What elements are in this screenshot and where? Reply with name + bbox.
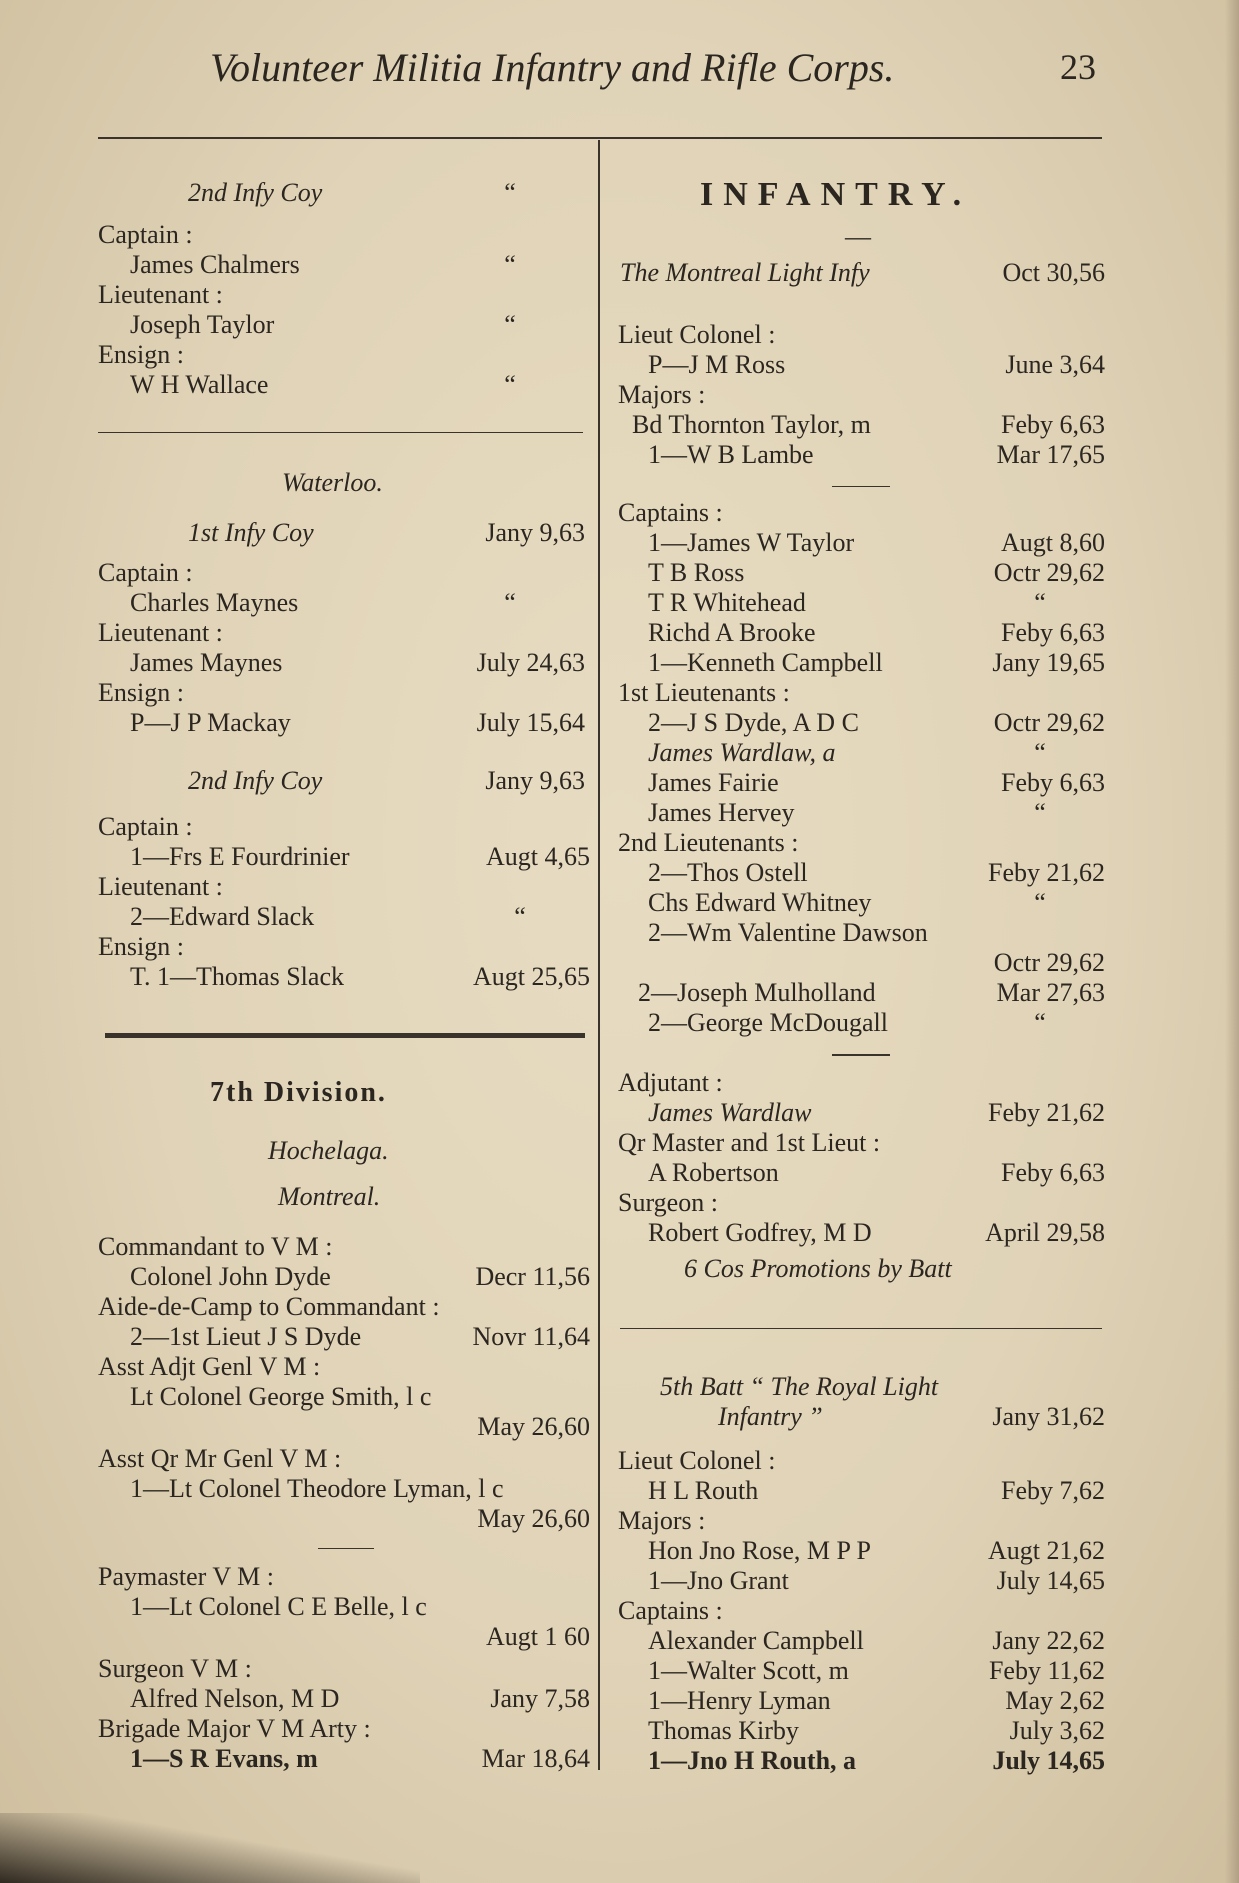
officer-name: 2—1st Lieut J S Dyde — [130, 1322, 362, 1351]
coy-name: 2nd Infy Coy — [188, 178, 323, 207]
rank-label: Asst Adjt Genl V M : — [98, 1352, 321, 1381]
officer-name: James Wardlaw — [648, 1098, 812, 1127]
coy-date: Jany 9,63 — [485, 518, 585, 547]
officer-date: June 3,64 — [1005, 350, 1105, 379]
officer-date: Jany 22,62 — [992, 1626, 1105, 1655]
officer-date: Feby 7,62 — [1001, 1476, 1105, 1505]
rank-label: Captain : — [98, 220, 193, 249]
officer-name: T. 1—Thomas Slack — [130, 962, 344, 991]
corps-name-cont: Infantry ” — [718, 1402, 823, 1431]
officer-name: 1—Frs E Fourdrinier — [130, 842, 350, 871]
rank-label: Lieut Colonel : — [618, 320, 776, 349]
officer-date: Octr 29,62 — [993, 558, 1105, 587]
officer-date: “ — [1034, 1008, 1046, 1037]
corps-date: Oct 30,56 — [1002, 258, 1105, 287]
officer-name: 1—Jno Grant — [648, 1566, 789, 1595]
officer-name: 1—James W Taylor — [648, 528, 855, 557]
rank-label: Aide-de-Camp to Commandant : — [98, 1292, 440, 1321]
officer-date: July 15,64 — [476, 708, 585, 737]
rank-label: Brigade Major V M Arty : — [98, 1714, 371, 1743]
officer-name: T R Whitehead — [648, 588, 806, 617]
officer-name: 1—Jno H Routh, a — [648, 1746, 857, 1775]
officer-date: Mar 27,63 — [996, 978, 1105, 1007]
officer-name: James Chalmers — [130, 250, 300, 279]
promotion-note: 6 Cos Promotions by Batt — [684, 1254, 952, 1283]
officer-name: Hon Jno Rose, M P P — [648, 1536, 871, 1565]
division-heading: 7th Division. — [210, 1077, 387, 1108]
district-heading: Hochelaga. — [268, 1136, 389, 1165]
officer-date: “ — [1034, 798, 1046, 827]
rank-label: 1st Lieutenants : — [618, 678, 790, 707]
officer-name: Alexander Campbell — [648, 1626, 864, 1655]
officer-name: 1—S R Evans, m — [130, 1744, 318, 1773]
officer-date: Augt 1 60 — [486, 1622, 590, 1651]
officer-date: Feby 21,62 — [988, 858, 1105, 887]
corps-name: 5th Batt “ The Royal Light — [660, 1372, 939, 1401]
section-rule-heavy — [105, 1033, 585, 1038]
officer-name: Joseph Taylor — [130, 310, 275, 339]
officer-date: Decr 11,56 — [475, 1262, 590, 1291]
officer-date: May 2,62 — [1005, 1686, 1105, 1715]
rank-label: Majors : — [618, 1506, 706, 1535]
officer-name: 1—Walter Scott, m — [648, 1656, 849, 1685]
officer-name: 2—Thos Ostell — [648, 858, 808, 887]
officer-date: May 26,60 — [477, 1504, 590, 1533]
officer-date: Jany 7,58 — [490, 1684, 590, 1713]
officer-date: “ — [1034, 888, 1046, 917]
officer-name: P—J M Ross — [648, 350, 786, 379]
rank-label: Majors : — [618, 380, 706, 409]
officer-date: Feby 6,63 — [1001, 618, 1105, 647]
rank-label: Ensign : — [98, 932, 184, 961]
running-title: Volunteer Militia Infantry and Rifle Corps. — [210, 45, 895, 90]
officer-date: Augt 25,65 — [473, 962, 590, 991]
rank-label: Lieutenant : — [98, 872, 223, 901]
rank-label: Commandant to V M : — [98, 1232, 333, 1261]
officer-date: Jany 19,65 — [992, 648, 1105, 677]
column-divider — [598, 140, 600, 1770]
officer-date: Feby 6,63 — [1001, 768, 1105, 797]
rank-label: Adjutant : — [618, 1068, 723, 1097]
officer-name: Chs Edward Whitney — [648, 888, 872, 917]
rank-label: 2nd Lieutenants : — [618, 828, 799, 857]
rank-label: Lieut Colonel : — [618, 1446, 776, 1475]
officer-date: July 24,63 — [476, 648, 585, 677]
rank-label: Lieutenant : — [98, 618, 223, 647]
officer-date: Feby 6,63 — [1001, 1158, 1105, 1187]
officer-name: James Wardlaw, a — [648, 738, 836, 767]
officer-name: Richd A Brooke — [648, 618, 816, 647]
rank-label: Captain : — [98, 558, 193, 587]
officer-date: “ — [504, 370, 516, 399]
officer-date: Mar 17,65 — [996, 440, 1105, 469]
officer-date: “ — [504, 250, 516, 279]
officer-date: Augt 21,62 — [988, 1536, 1105, 1565]
officer-name: 1—Kenneth Campbell — [648, 648, 883, 677]
rank-label: Captains : — [618, 1596, 723, 1625]
officer-name: James Maynes — [130, 648, 283, 677]
officer-name: 1—Lt Colonel Theodore Lyman, l c — [130, 1474, 504, 1503]
officer-name: Thomas Kirby — [648, 1716, 799, 1745]
rank-label: Paymaster V M : — [98, 1562, 274, 1591]
officer-date: Octr 29,62 — [993, 948, 1105, 977]
officer-name: P—J P Mackay — [130, 708, 291, 737]
officer-date: “ — [1034, 738, 1046, 767]
place-heading: Waterloo. — [282, 468, 383, 497]
rank-label: Ensign : — [98, 678, 184, 707]
section-rule — [620, 1328, 1102, 1329]
officer-name: Charles Maynes — [130, 588, 299, 617]
heading-dash: — — [845, 222, 871, 251]
officer-name: Lt Colonel George Smith, l c — [130, 1382, 432, 1411]
officer-name: 2—J S Dyde, A D C — [648, 708, 859, 737]
officer-name: 1—W B Lambe — [648, 440, 814, 469]
header-rule — [98, 137, 1102, 139]
corps-date: Jany 31,62 — [992, 1402, 1105, 1431]
officer-date: Feby 21,62 — [988, 1098, 1105, 1127]
coy-date: “ — [504, 178, 516, 207]
rank-label: Lieutenant : — [98, 280, 223, 309]
officer-name: Bd Thornton Taylor, m — [632, 410, 871, 439]
officer-date: Feby 11,62 — [988, 1656, 1105, 1685]
officer-name: 2—Joseph Mulholland — [638, 978, 876, 1007]
officer-date: “ — [504, 310, 516, 339]
officer-date: “ — [504, 588, 516, 617]
officer-name: Alfred Nelson, M D — [130, 1684, 340, 1713]
short-rule — [318, 1548, 374, 1549]
short-rule — [832, 486, 890, 487]
officer-date: Feby 6,63 — [1001, 410, 1105, 439]
officer-name: W H Wallace — [130, 370, 269, 399]
officer-name: James Fairie — [648, 768, 779, 797]
officer-name: 2—Wm Valentine Dawson — [648, 918, 928, 947]
officer-name: 1—Lt Colonel C E Belle, l c — [130, 1592, 427, 1621]
officer-name: Robert Godfrey, M D — [648, 1218, 872, 1247]
short-rule — [832, 1054, 890, 1056]
officer-name: A Robertson — [648, 1158, 779, 1187]
officer-date: May 26,60 — [477, 1412, 590, 1441]
page-number: 23 — [1060, 47, 1096, 87]
rank-label: Asst Qr Mr Genl V M : — [98, 1444, 342, 1473]
officer-date: July 3,62 — [1009, 1716, 1105, 1745]
officer-date: July 14,65 — [996, 1566, 1105, 1595]
page-edge — [1225, 0, 1239, 1883]
officer-date: Augt 4,65 — [486, 842, 590, 871]
officer-date: “ — [514, 902, 526, 931]
officer-name: James Hervey — [648, 798, 795, 827]
officer-name: T B Ross — [648, 558, 745, 587]
corps-name: The Montreal Light Infy — [620, 258, 870, 287]
rank-label: Ensign : — [98, 340, 184, 369]
coy-name: 1st Infy Coy — [188, 518, 314, 547]
officer-date: “ — [1034, 588, 1046, 617]
officer-name: 1—Henry Lyman — [648, 1686, 831, 1715]
rank-label: Qr Master and 1st Lieut : — [618, 1128, 881, 1157]
page-corner-shadow — [0, 1813, 420, 1883]
rank-label: Captains : — [618, 498, 723, 527]
officer-date: Octr 29,62 — [993, 708, 1105, 737]
officer-name: H L Routh — [648, 1476, 759, 1505]
officer-date: Augt 8,60 — [1001, 528, 1105, 557]
officer-date: July 14,65 — [992, 1746, 1105, 1775]
rank-label: Surgeon V M : — [98, 1654, 252, 1683]
section-heading: INFANTRY. — [700, 176, 972, 213]
officer-name: 2—Edward Slack — [130, 902, 315, 931]
rank-label: Surgeon : — [618, 1188, 718, 1217]
rank-label: Captain : — [98, 812, 193, 841]
coy-date: Jany 9,63 — [485, 766, 585, 795]
section-rule — [98, 432, 583, 433]
officer-date: Novr 11,64 — [472, 1322, 590, 1351]
officer-date: Mar 18,64 — [481, 1744, 590, 1773]
city-heading: Montreal. — [278, 1182, 381, 1211]
officer-name: Colonel John Dyde — [130, 1262, 331, 1291]
officer-name: 2—George McDougall — [648, 1008, 888, 1037]
coy-name: 2nd Infy Coy — [188, 766, 323, 795]
officer-date: April 29,58 — [985, 1218, 1105, 1247]
